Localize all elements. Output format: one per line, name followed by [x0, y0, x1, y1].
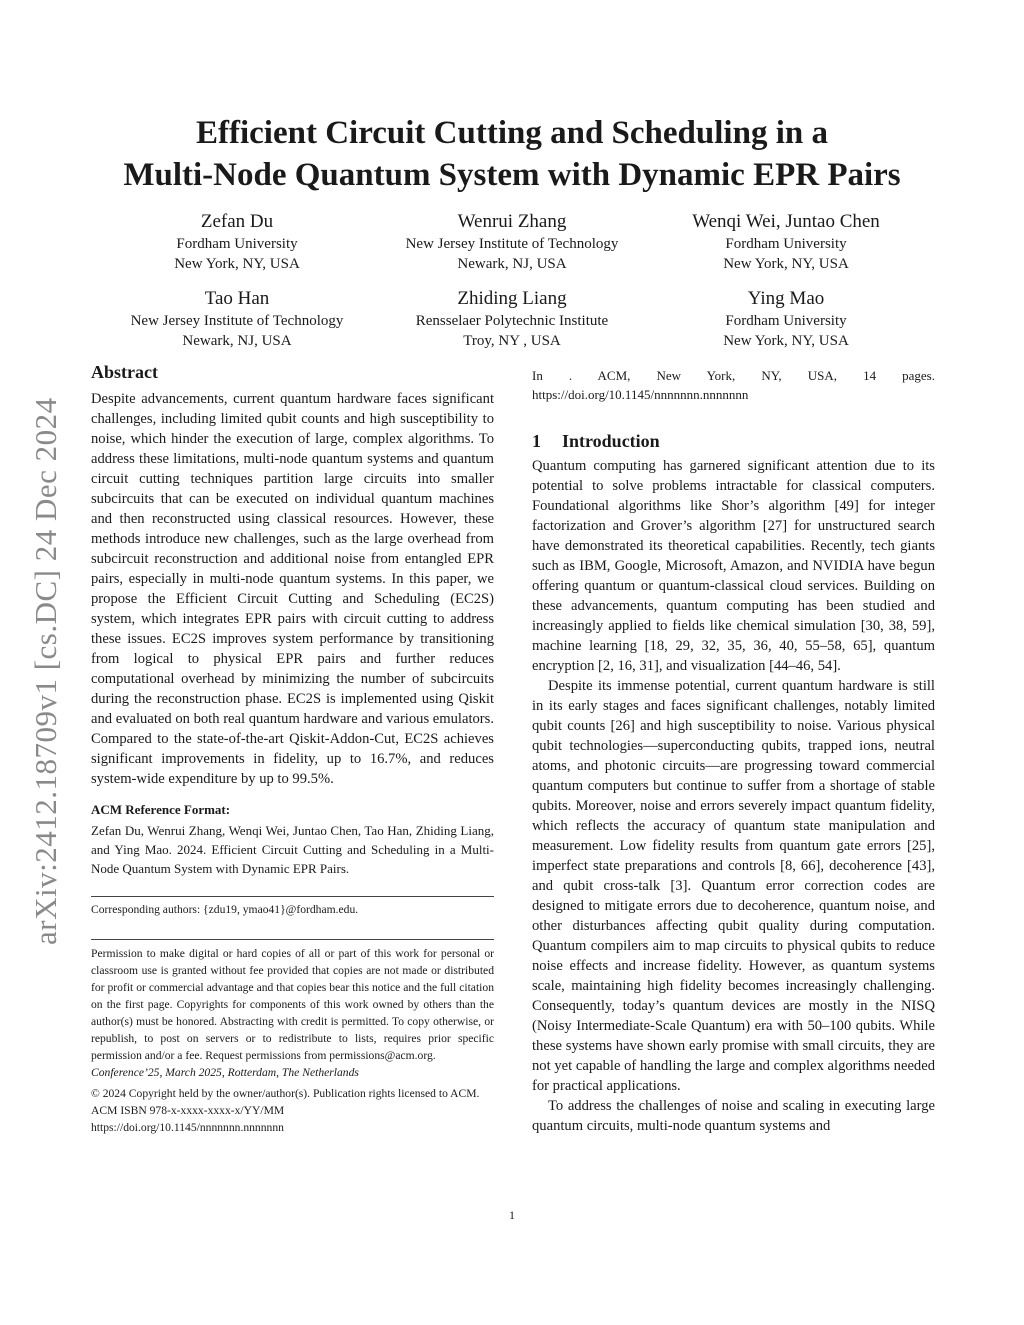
corresponding-authors: Corresponding authors: {zdu19, ymao41}@fordham.edu.: [91, 903, 359, 916]
author-location: New York, NY, USA: [174, 256, 300, 272]
author-block: [107, 287, 367, 351]
left-column: [91, 362, 494, 1136]
acm-reference-heading: ACM Reference Format:: [91, 802, 231, 817]
author-affiliation: Fordham University: [176, 236, 298, 252]
intro-paragraph: Despite its immense potential, current quantum hardware is still in its early stages and faces significant challenges, notably limited qubit counts [26] and high susceptibility to noise. Various physical qubit technologies—superconducting qubits, trapped ions, neutral atoms, and photonic circuits—are progressing toward commercial quantum computers but continue to suffer from a shortage of stable qubits. Moreover, noise and errors severely impact quantum fidelity, which reflects the accuracy of quantum state manipulation and measurement. Low fidelity results from quantum gate errors [25], imperfect state preparations and controls [8, 66], decoherence [43], and qubit cross-talk [3]. Quantum error correction codes are designed to mitigate errors due to decoherence, quantum noise, and other disturbances affecting qubit quality during computation. Quantum compilers aim to map circuits to physical qubits to reduce noise effects and increase fidelity. However, as quantum systems scale, maintaining high fidelity becomes increasingly challenging. Consequently, today’s quantum devices are mostly in the NISQ (Noisy Intermediate-Scale Quantum) era with 50–100 qubits. While these systems have shown early promise with small circuits, they are not yet capable of handling the large and complex algorithms needed for practical applications.: [532, 678, 935, 1094]
abstract-text: Despite advancements, current quantum hardware faces significant challenges, including limited qubit counts and high susceptibility to noise, which hinder the execution of large, complex algorithms. To address these limitations, multi-node quantum systems and quantum circuit cutting techniques partition large circuits into smaller subcircuits that can be executed on individual quantum machines and then reconstructed using classical resources. However, these methods introduce new challenges, such as the large overhead from subcircuit reconstruction and additional noise from entangled EPR pairs, especially in multi-node quantum systems. In this paper, we propose the Efficient Circuit Cutting and Scheduling (EC2S) system, which integrates EPR pairs with circuit cutting to address these issues. EC2S improves system performance by transitioning from logical to physical EPR pairs and further reduces computational overhead by minimizing the number of subcircuits during the reconstruction phase. EC2S is implemented using Qiskit and evaluated on both real quantum hardware and various emulators. Compared to the state-of-the-art Qiskit-Addon-Cut, EC2S achieves significant improvements in fidelity, up to 16.7%, and reduces system-wide expenditure by up to 99.5%.: [91, 391, 494, 787]
intro-paragraph: Quantum computing has garnered significant attention due to its potential to solve problems intractable for classical computers. Foundational algorithms like Shor’s algorithm [49] for integer factorization and Grover’s algorithm [27] for unstructured search have demonstrated its theoretical capabilities. Recently, tech giants such as IBM, Google, Microsoft, Amazon, and NVIDIA have begun offering quantum or quantum-classical cloud services. Building on these advancements, quantum computing has been studied and increasingly applied to fields like chemical simulation [30, 38, 59], machine learning [18, 29, 32, 35, 36, 40, 55–58, 65], quantum encryption [2, 16, 31], and visualization [44–46, 54].: [532, 458, 935, 674]
author-name: Zefan Du: [200, 211, 274, 232]
acm-reference-continued: In . ACM, New York, NY, USA, 14 pages. https://doi.org/10.1145/nnnnnnn.nnnnnnn: [532, 368, 935, 402]
author-location: New York, NY, USA: [723, 333, 849, 349]
author-affiliation: Fordham University: [725, 236, 847, 252]
author-block: [392, 287, 632, 351]
author-location: Newark, NJ, USA: [182, 333, 292, 349]
title-line-1: Efficient Circuit Cutting and Scheduling in a: [196, 115, 828, 151]
author-name: Wenqi Wei, Juntao Chen: [692, 211, 880, 232]
author-name: Tao Han: [204, 288, 270, 309]
title-line-2: Multi-Node Quantum System with Dynamic EPR Pairs: [123, 157, 901, 193]
conference-info: Conference’25, March 2025, Rotterdam, The Netherlands: [91, 1066, 359, 1079]
isbn: ACM ISBN 978-x-xxxx-xxxx-x/YY/MM: [91, 1104, 285, 1117]
section-title: Introduction: [562, 431, 660, 451]
author-name: Ying Mao: [747, 288, 825, 309]
author-block: [117, 210, 357, 274]
paper-title: [60, 112, 964, 196]
author-block: [382, 210, 642, 274]
author-affiliation: New Jersey Institute of Technology: [405, 236, 619, 252]
intro-paragraph: To address the challenges of noise and scaling in executing large quantum circuits, multi-node quantum systems and: [532, 1098, 935, 1134]
doi-link[interactable]: https://doi.org/10.1145/nnnnnnn.nnnnnnn: [91, 1121, 284, 1134]
author-location: New York, NY, USA: [723, 256, 849, 272]
author-affiliation: Rensselaer Polytechnic Institute: [415, 313, 609, 329]
author-location: Newark, NJ, USA: [457, 256, 567, 272]
section-number: 1: [532, 431, 541, 451]
right-column: [532, 362, 935, 1136]
acm-reference-text: Zefan Du, Wenrui Zhang, Wenqi Wei, Juntao Chen, Tao Han, Zhiding Liang, and Ying Mao. 2024. Efficient Circuit Cutting and Scheduling in a Multi-Node Quantum System with Dynamic EPR Pairs.: [91, 823, 494, 876]
copyright-notice: © 2024 Copyright held by the owner/author(s). Publication rights licensed to ACM.: [91, 1087, 480, 1100]
author-location: Troy, NY , USA: [463, 333, 561, 349]
author-block: [670, 287, 902, 351]
author-name: Zhiding Liang: [457, 288, 567, 309]
author-affiliation: Fordham University: [725, 313, 847, 329]
author-block: [670, 210, 902, 274]
arxiv-identifier: arXiv:2412.18709v1 [cs.DC] 24 Dec 2024: [28, 397, 63, 945]
section-heading-introduction: [532, 431, 935, 452]
permission-divider: [91, 939, 494, 940]
permission-notice: Permission to make digital or hard copies of all or part of this work for personal or classroom use is granted without fee provided that copies are not made or distributed for profit or commercial advantage and that copies bear this notice and the full citation on the first page. Copyrights for components of this work owned by others than the author(s) must be honored. Abstracting with credit is permitted. To copy otherwise, or republish, to post on servers or to redistribute to lists, requires prior specific permission and/or a fee. Request permissions from permissions@acm.org.: [91, 947, 494, 1062]
page-number: 1: [509, 1208, 515, 1222]
author-name: Wenrui Zhang: [457, 211, 567, 232]
abstract-heading: Abstract: [91, 362, 158, 382]
author-affiliation: New Jersey Institute of Technology: [130, 313, 344, 329]
footnote-divider: [91, 896, 494, 897]
